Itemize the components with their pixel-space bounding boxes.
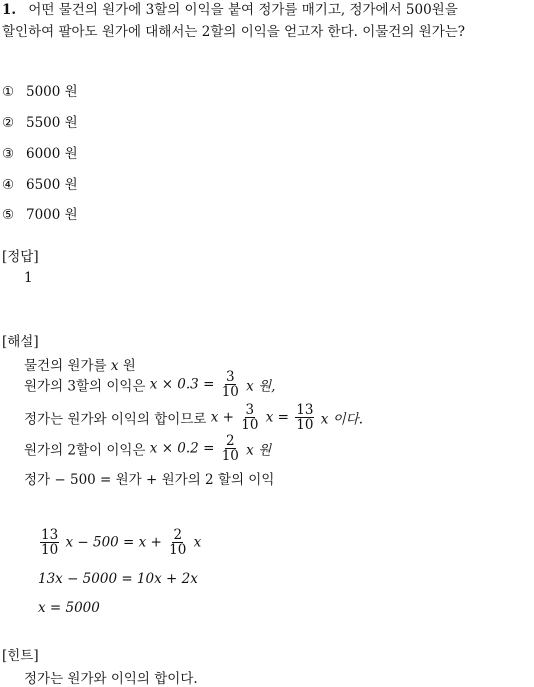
hint-heading: [힌트] <box>2 648 39 664</box>
l3-num1: 3 <box>245 402 255 418</box>
option-4[interactable] <box>2 173 78 193</box>
question-number: 1. <box>2 2 17 18</box>
eq1-den2: 10 <box>169 542 187 559</box>
equation-1 <box>38 528 201 557</box>
option-1-marker: ① <box>2 84 15 100</box>
l3-fraction-2 <box>295 403 314 432</box>
l3-den1: 10 <box>241 417 259 434</box>
l1-post: 원 <box>122 358 136 374</box>
question-line-2: 할인하여 팔아도 원가에 대해서는 2할의 이익을 얻고자 한다. 이물건의 원가는? <box>2 24 466 40</box>
question-text-1: 어떤 물건의 원가에 3할의 이익을 붙여 정가를 매기고, 정가에서 500원을 <box>28 2 458 18</box>
l3-mid: x = <box>265 409 289 426</box>
eq1-den1: 10 <box>41 542 59 559</box>
option-3[interactable] <box>2 142 78 162</box>
equation-2 <box>38 571 198 587</box>
hint-text: 정가는 원가와 이익의 합이다. <box>24 671 198 687</box>
l2-den: 10 <box>221 384 239 401</box>
eq1-fraction-2 <box>168 528 187 557</box>
equation-3 <box>38 600 100 616</box>
eq1-num1: 13 <box>41 527 59 543</box>
eq1-fraction-1 <box>40 528 59 557</box>
l1-var: x <box>110 358 119 374</box>
l3-fraction-1 <box>240 403 259 432</box>
eq3-text: x = 5000 <box>38 600 100 616</box>
l3-num2: 13 <box>296 402 314 418</box>
l3-pre: 정가는 원가와 이익의 합이므로 <box>24 411 207 428</box>
option-2-marker: ② <box>2 115 15 131</box>
l4-expr: x × 0.2 = <box>149 440 215 457</box>
l3-expr: x + <box>210 409 234 426</box>
option-3-marker: ③ <box>2 146 15 162</box>
l3-den2: 10 <box>296 417 314 434</box>
option-1-label: 5000 원 <box>26 84 78 100</box>
option-5[interactable] <box>2 203 78 223</box>
l2-post: x 원, <box>246 378 276 395</box>
option-3-label: 6000 원 <box>26 146 78 162</box>
eq1-num2: 2 <box>173 527 183 543</box>
l4-fraction <box>221 434 240 463</box>
l4-den: 10 <box>221 448 239 465</box>
l4-num: 2 <box>225 433 235 449</box>
eq2-text: 13x − 5000 = 10x + 2x <box>38 571 198 587</box>
option-2-label: 5500 원 <box>26 115 78 131</box>
question-line-1 <box>2 0 458 20</box>
eq1-mid: x − 500 = x + <box>65 534 162 551</box>
l2-num: 3 <box>225 369 235 385</box>
l4-pre: 원가의 2할이 이익은 <box>24 442 146 459</box>
answer-value: 1 <box>24 270 33 286</box>
explanation-line-4 <box>24 434 271 463</box>
option-4-marker: ④ <box>2 177 15 193</box>
l2-expr: x × 0.3 = <box>149 376 215 393</box>
l2-pre: 원가의 3할의 이익은 <box>24 378 146 395</box>
option-5-label: 7000 원 <box>26 207 78 223</box>
explanation-heading: [해설] <box>2 334 39 350</box>
explanation-line-2 <box>24 370 275 399</box>
l1-pre: 물건의 원가를 <box>24 358 107 374</box>
option-1[interactable] <box>2 80 78 100</box>
option-2[interactable] <box>2 111 78 131</box>
explanation-line-3 <box>24 403 363 432</box>
l2-fraction <box>221 370 240 399</box>
answer-heading: [정답] <box>2 249 39 265</box>
eq1-post: x <box>193 534 202 551</box>
explanation-line-5: 정가 − 500 = 원가 + 원가의 2 할의 이익 <box>24 472 275 488</box>
option-4-label: 6500 원 <box>26 177 78 193</box>
l4-post: x 원 <box>246 442 272 459</box>
option-5-marker: ⑤ <box>2 207 15 223</box>
l3-post: x 이다. <box>320 411 363 428</box>
